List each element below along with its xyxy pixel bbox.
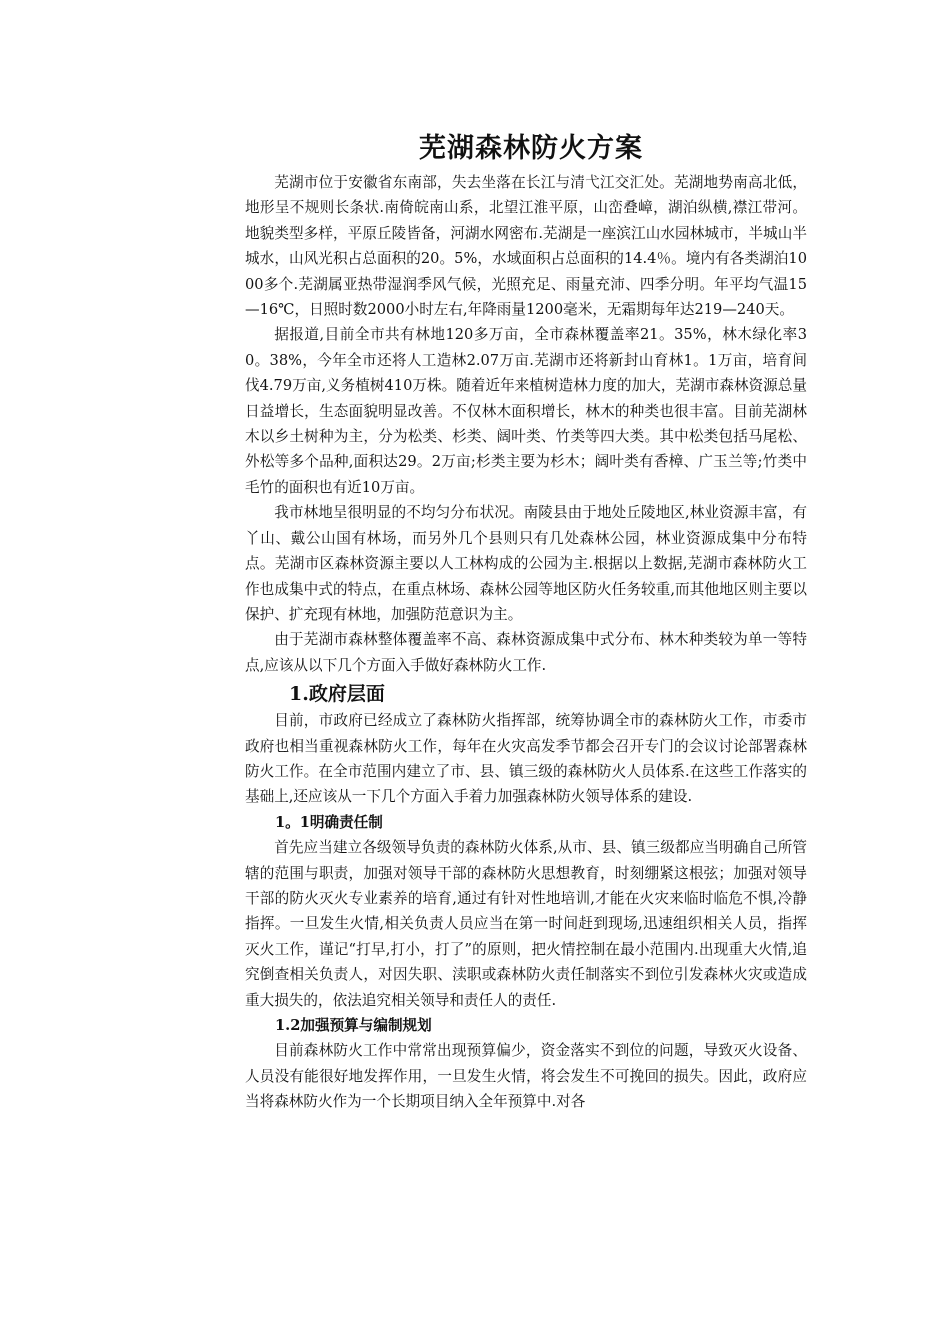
document-page (245, 128, 807, 1115)
intro-paragraph-summary: 由于芜湖市森林整体覆盖率不高、森林资源成集中式分布、林木种类较为单一等特点,应该从以下几个方面入手做好森林防火工作. (245, 631, 807, 674)
subsection-heading-budget: 1.2加强预算与编制规划 (275, 1017, 432, 1034)
subsection-paragraph-budget: 目前森林防火工作中常常出现预算偏少，资金落实不到位的问题，导致灭火设备、人员没有能很好地发挥作用，一旦发生火情，将会发生不可挽回的损失。因此，政府应当将森林防火作为一个长期项目纳入全年预算中.对各 (245, 1042, 807, 1111)
intro-paragraph-forest-stats: 据报道,目前全市共有林地120多万亩，全市森林覆盖率21。35%，林木绿化率30。38%，今年全市还将人工造林2.07万亩.芜湖市还将新封山育林1。1万亩，培育间伐4.79万亩,义务植树410万株。随着近年来植树造林力度的加大，芜湖市森林资源总量日益增长，生态面貌明显改善。不仅林木面积增长，林木的种类也很丰富。目前芜湖林木以乡土树种为主，分为松类、杉类、阔叶类、竹类等四大类。其中松类包括马尾松、外松等多个品种,面积达29。2万亩;杉类主要为杉木；阔叶类有香樟、广玉兰等;竹类中毛竹的面积也有近10万亩。 (245, 326, 807, 496)
subsection-heading-responsibility: 1。1明确责任制 (275, 813, 383, 831)
section-paragraph-government: 目前，市政府已经成立了森林防火指挥部，统筹协调全市的森林防火工作，市委市政府也相当重视森林防火工作，每年在火灾高发季节都会召开专门的会议讨论部署森林防火工作。在全市范围内建立了市、县、镇三级的森林防火人员体系.在这些工作落实的基础上,还应该从一下几个方面入手着力加强森林防火领导体系的建设. (245, 712, 807, 806)
intro-paragraph-distribution: 我市林地呈很明显的不均匀分布状况。南陵县由于地处丘陵地区,林业资源丰富，有丫山、戴公山国有林场，而另外几个县则只有几处森林公园，林业资源成集中分布特点。芜湖市区森林资源主要以人工林构成的公园为主.根据以上数据,芜湖市森林防火工作也成集中式的特点，在重点林场、森林公园等地区防火任务较重,而其他地区则主要以保护、扩充现有林地，加强防范意识为主。 (245, 504, 807, 623)
subsection-paragraph-responsibility: 首先应当建立各级领导负责的森林防火体系,从市、县、镇三级都应当明确自己所管辖的范围与职责，加强对领导干部的森林防火思想教育，时刻绷紧这根弦；加强对领导干部的防火灭火专业素养的培育,通过有针对性地培训,才能在火灾来临时临危不惧,冷静指挥。一旦发生火情,相关负责人员应当在第一时间赶到现场,迅速组织相关人员，指挥灭火工作，谨记“打早,打小，打了”的原则，把火情控制在最小范围内.出现重大火情,追究倒查相关负责人，对因失职、渎职或森林防火责任制落实不到位引发森林火灾或造成重大损失的，依法追究相关领导和责任人的责任. (245, 839, 807, 1009)
section-heading-government: 1.政府层面 (289, 683, 385, 706)
document-title: 芜湖森林防火方案 (419, 133, 643, 164)
intro-paragraph-location: 芜湖市位于安徽省东南部，失去坐落在长江与清弋江交汇处。芜湖地势南高北低，地形呈不规则长条状.南倚皖南山系，北望江淮平原，山峦叠嶂，湖泊纵横,襟江带河。地貌类型多样，平原丘陵皆备，河湖水网密布.芜湖是一座滨江山水园林城市，半城山半城水，山风光积占总面积的20。5%，水域面积占总面积的14.4％。境内有各类湖泊1000多个.芜湖属亚热带湿润季风气候，光照充足、雨量充沛、四季分明。年平均气温15—16℃，日照时数2000小时左右,年降雨量1200毫米，无霜期每年达219—240天。 (245, 174, 807, 319)
